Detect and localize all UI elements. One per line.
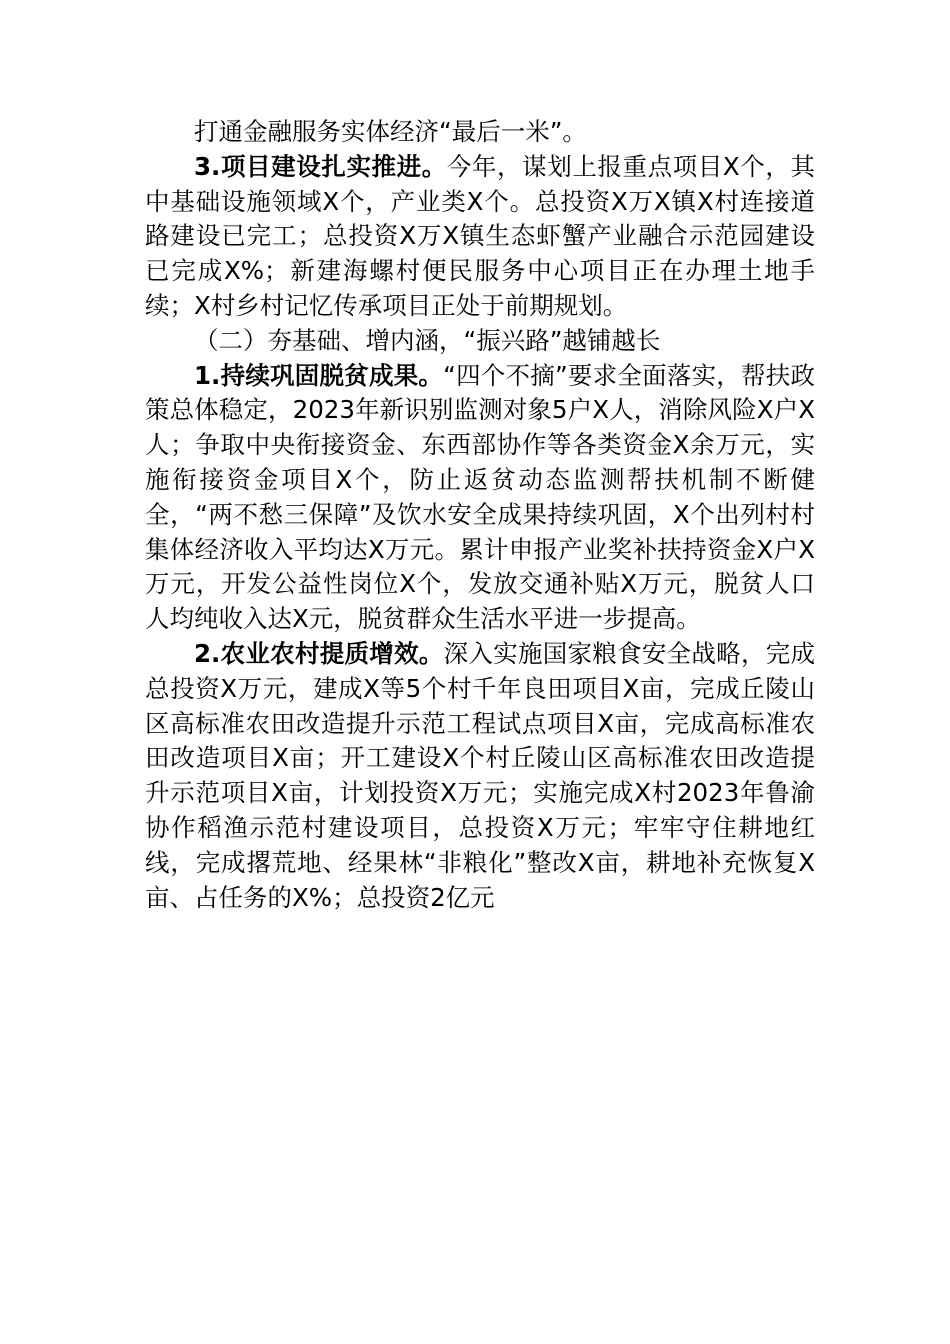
paragraph-project-construction	[145, 150, 815, 324]
paragraph-poverty-consolidation	[145, 359, 815, 637]
paragraph-lead-heading: 3.项目建设扎实推进。	[194, 151, 447, 181]
paragraph-text: “四个不摘”要求全面落实，帮扶政策总体稳定，2023年新识别监测对象5户X人，消除风险X户X人；争取中央衔接资金、东西部协作等各类资金X余万元，实施衔接资金项目X个，防止返贫动态监测帮扶机制不断健全，“两不愁三保障”及饮水安全成果持续巩固，X个出列村村集体经济收入平均达X万元。累计申报产业奖补扶持资金X户X万元，开发公益性岗位X个，发放交通补贴X万元，脱贫人口人均纯收入达X元，脱贫群众生活水平进一步提高。	[145, 360, 815, 634]
paragraph-text: 深入实施国家粮食安全战略，完成总投资X万元，建成X等5个村千年良田项目X亩，完成丘陵山区高标准农田改造提升示范工程试点项目X亩，完成高标准农田改造项目X亩；开工建设X个村丘陵山区高标准农田改造提升示范项目X亩，计划投资X万元；实施完成X村2023年鲁渝协作稻渔示范村建设项目，总投资X万元；牢牢守住耕地红线，完成撂荒地、经果林“非粮化”整改X亩，耕地补充恢复X亩、占任务的X%；总投资2亿元	[145, 638, 815, 912]
document-body	[145, 115, 815, 915]
paragraph-text: 打通金融服务实体经济“最后一米”。	[194, 117, 587, 146]
paragraph-agriculture	[145, 637, 815, 915]
paragraph-lead-heading: 1.持续巩固脱贫成果。	[194, 360, 444, 390]
section-title-text: （二）夯基础、增内涵，“振兴路”越铺越长	[194, 325, 661, 355]
paragraph-finance	[145, 115, 815, 150]
paragraph-text: 今年，谋划上报重点项目X个，其中基础设施领域X个，产业类X个。总投资X万X镇X村连接道路建设已完工；总投资X万X镇生态虾蟹产业融合示范园建设已完成X%；新建海螺村便民服务中心项目正在办理土地手续；X村乡村记忆传承项目正处于前期规划。	[145, 151, 815, 320]
section-title-two	[145, 324, 815, 359]
paragraph-lead-heading: 2.农业农村提质增效。	[194, 638, 444, 668]
